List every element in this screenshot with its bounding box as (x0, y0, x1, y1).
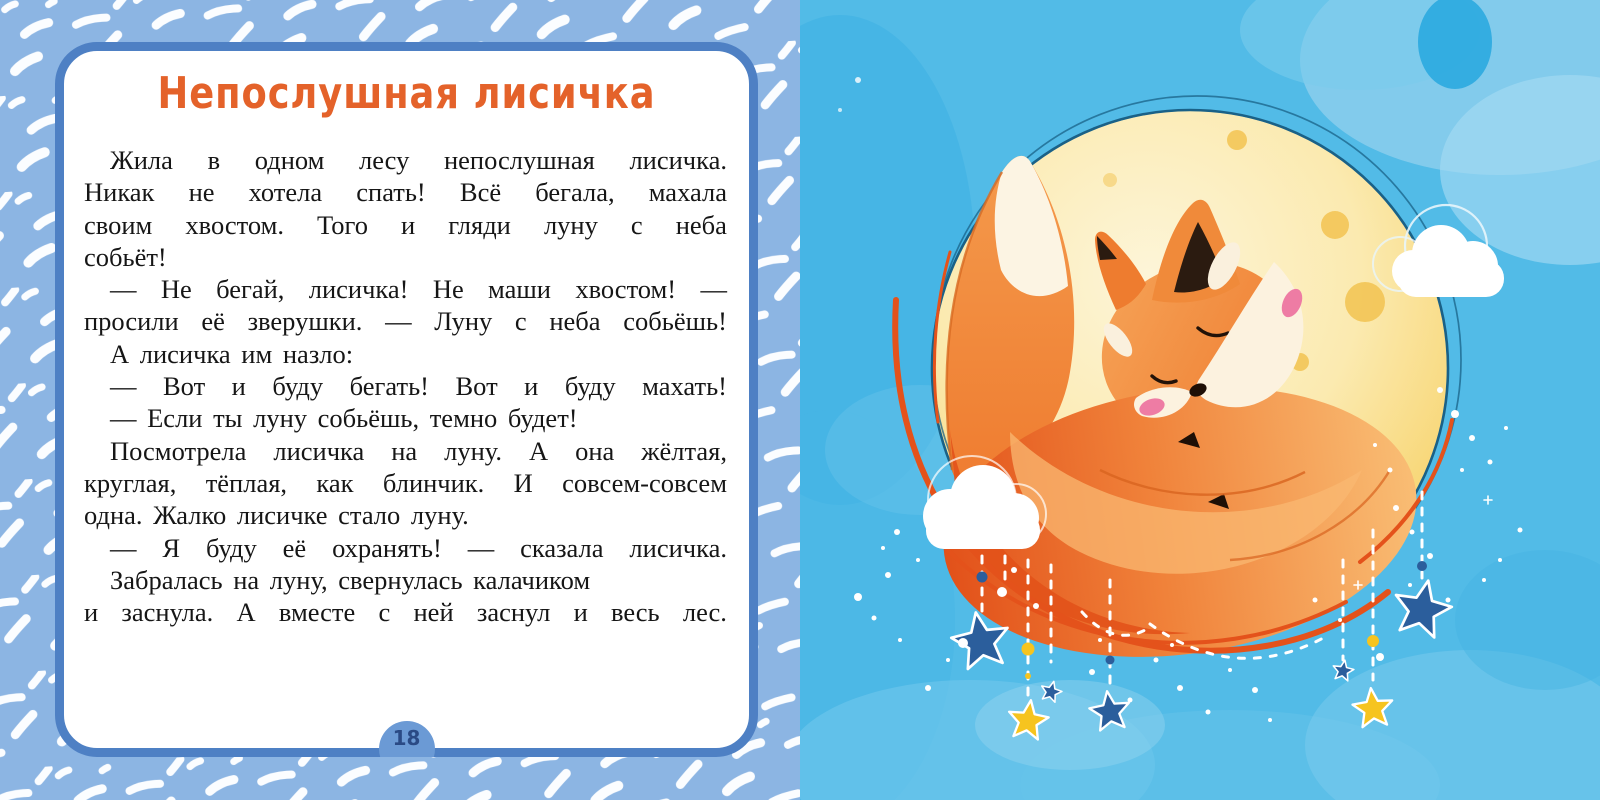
page-number-badge (379, 721, 435, 757)
story-line: Жила в одном лесу непослушная лисичка. (110, 145, 727, 175)
story-title: Непослушная лисичка (157, 69, 656, 119)
right-page (800, 0, 1600, 800)
story-line: — Вот и буду бегать! Вот и буду махать! (110, 371, 727, 402)
story-line: Посмотрела лисичка на луну. А она жёлтая, (110, 435, 727, 466)
story-line: — Если ты луну собьёшь, темно будет! (110, 403, 578, 434)
story-line: А лисичка им назло: (110, 338, 354, 369)
story-line: — Не бегай, лисичка! Не маши хвостом! — (110, 274, 727, 305)
story-line: круглая, тёплая, как блинчик. И совсем-совсем (84, 467, 727, 498)
story-text (64, 144, 749, 628)
story-line: собьёт! (84, 241, 167, 272)
story-line: Никак не хотела спать! Всё бегала, махала (84, 177, 727, 208)
story-line: своим хвостом. Того и гляди луну с неба (84, 209, 727, 240)
story-line: и заснула. А вместе с ней заснул и весь лес. (84, 597, 727, 628)
story-card (55, 42, 758, 757)
page-number: 18 (392, 726, 421, 750)
story-line: Забралась на луну, свернулась калачиком (110, 564, 591, 595)
fox-moon-illustration (800, 0, 1600, 800)
story-line: — Я буду её охранять! — сказала лисичка. (110, 532, 727, 563)
story-line: просили её зверушки. — Луну с неба собьёшь! (84, 306, 727, 337)
story-line: одна. Жалко лисичке стало луну. (84, 500, 469, 531)
